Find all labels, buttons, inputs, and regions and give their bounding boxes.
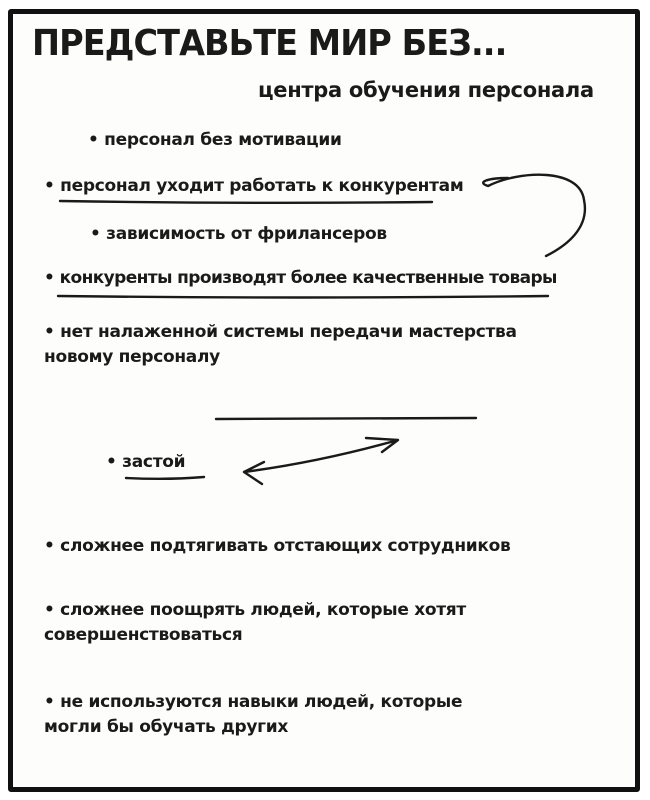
list-item-line-1: • не используются навыки людей, которые — [44, 692, 463, 712]
list-item-line-2: новому персоналу — [44, 347, 220, 367]
list-item-staff-leaving: • персонал уходит работать к конкурентам — [44, 176, 464, 196]
page-subtitle: центра обучения персонала — [258, 78, 594, 102]
list-item-freelancer-dependency: • зависимость от фрилансеров — [90, 224, 387, 244]
underline-stagnation — [126, 477, 204, 479]
list-item-line-1: • сложнее поощрять людей, которые хотят — [44, 600, 466, 620]
list-item-line-1: • нет налаженной системы передачи мастерства — [44, 322, 517, 342]
page-title: ПРЕДСТАВЬТЕ МИР БЕЗ... — [32, 23, 507, 64]
curved-arrow-icon — [483, 175, 585, 256]
underline-staff-leaving — [60, 201, 432, 203]
double-arrow-icon — [244, 438, 398, 484]
list-item-line-2: совершенствоваться — [44, 625, 243, 645]
list-item-no-motivation: • персонал без мотивации — [88, 130, 342, 150]
blank-line — [216, 418, 476, 419]
underline-competitors — [58, 296, 548, 298]
list-item-lagging-staff: • сложнее подтягивать отстающих сотрудников — [44, 536, 511, 556]
list-item-competitors-quality: • конкуренты производят более качественные товары — [44, 268, 557, 288]
list-item-line-2: могли бы обучать других — [44, 717, 289, 737]
list-item-stagnation: • застой — [106, 452, 186, 472]
